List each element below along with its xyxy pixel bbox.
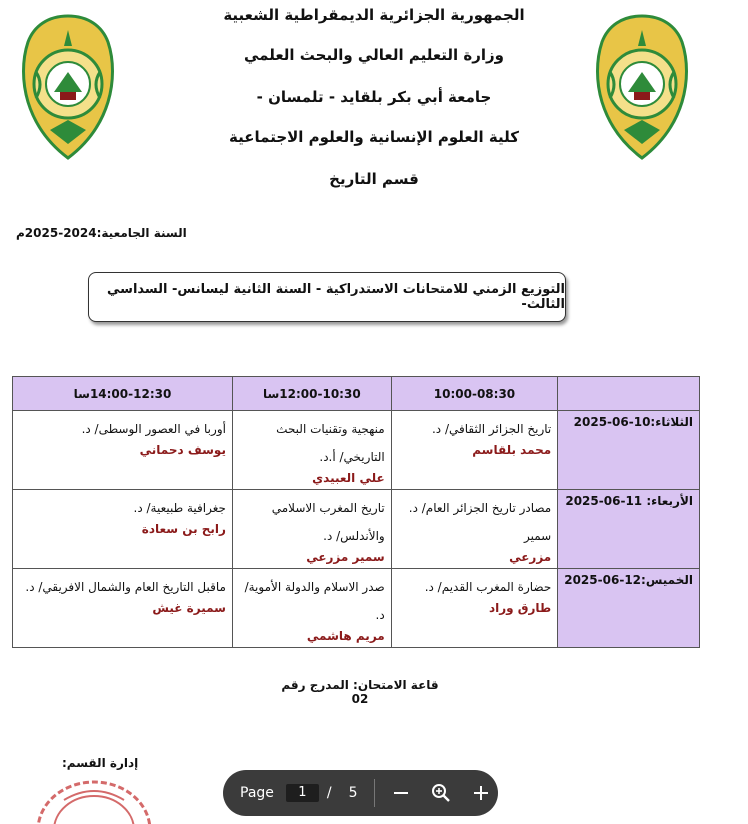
exam-subject: ماقبل التاريخ العام والشمال الافريقي/ د. xyxy=(25,580,226,594)
exam-subject: صدر الاسلام والدولة الأموية/ د. xyxy=(244,580,385,622)
exam-professor: رابح بن سعادة xyxy=(141,522,226,536)
pdf-page-toolbar xyxy=(223,770,498,816)
zoom-fit-button[interactable] xyxy=(427,779,455,807)
department-administration-label: إدارة القسم: xyxy=(62,756,139,770)
toolbar-divider xyxy=(374,779,375,807)
exam-cell xyxy=(13,569,233,648)
exam-professor: علي العبيدي xyxy=(312,471,385,485)
header-ministry: وزارة التعليم العالي والبحث العلمي xyxy=(243,46,505,64)
exam-cell xyxy=(391,569,558,648)
header-slot-3: 14:00-12:30سا xyxy=(13,377,233,411)
exam-cell xyxy=(13,490,233,569)
minus-icon xyxy=(392,784,410,802)
document-title-text: التوزيع الزمني للامتحانات الاستدراكية - السنة الثانية ليسانس- السداسي الثالث- xyxy=(107,282,565,312)
exam-hall: قاعة الامتحان: المدرج رقم 02 xyxy=(281,678,439,706)
header-faculty: كلية العلوم الإنسانية والعلوم الاجتماعية xyxy=(229,128,519,146)
exam-professor: مريم هاشمي xyxy=(306,629,385,643)
header-slot-1: 10:00-08:30 xyxy=(391,377,558,411)
table-row xyxy=(13,411,700,490)
exam-professor: مزرعي xyxy=(509,550,552,564)
exam-professor: يوسف دحماني xyxy=(139,443,226,457)
exam-subject: تاريخ المغرب الاسلامي والأندلس/ د. xyxy=(271,501,385,543)
university-logo-left xyxy=(14,12,122,162)
exam-professor: سميرة غيش xyxy=(152,601,226,615)
zoom-out-button[interactable] xyxy=(387,779,415,807)
academic-year: السنة الجامعية:2024-2025م xyxy=(16,226,187,240)
exam-subject: جغرافية طبيعية/ د. xyxy=(133,501,226,515)
table-row xyxy=(13,569,700,648)
header-republic: الجمهورية الجزائرية الديمقراطية الشعبية xyxy=(223,6,525,24)
header-university: جامعة أبي بكر بلقايد - تلمسان - xyxy=(256,88,492,106)
table-header-row xyxy=(13,377,700,411)
page-number-input[interactable]: 1 xyxy=(286,784,319,802)
page-separator: / xyxy=(326,785,332,801)
zoom-magnifier-icon xyxy=(431,783,451,803)
exam-cell xyxy=(232,490,391,569)
exam-cell xyxy=(13,411,233,490)
exam-schedule-table xyxy=(12,376,700,648)
exam-cell xyxy=(391,490,558,569)
table-row xyxy=(13,490,700,569)
day-cell: الثلاثاء:10-06-2025 xyxy=(558,411,700,490)
exam-professor: طارق وراد xyxy=(488,601,552,615)
header-department: قسم التاريخ xyxy=(329,170,419,188)
document-title xyxy=(88,272,566,322)
exam-cell xyxy=(232,569,391,648)
header-day-column xyxy=(558,377,700,411)
university-logo-right xyxy=(588,12,696,162)
header-slot-2: 12:00-10:30سا xyxy=(232,377,391,411)
zoom-in-button[interactable] xyxy=(467,779,495,807)
exam-professor: محمد بلقاسم xyxy=(472,443,552,457)
exam-subject: مصادر تاريخ الجزائر العام/ د. سمير xyxy=(408,501,552,543)
university-emblem-icon xyxy=(14,12,122,162)
exam-subject: منهجية وتقنيات البحث التاريخي/ أ.د. xyxy=(276,422,385,464)
page-total: 5 xyxy=(348,785,358,801)
exam-subject: حضارة المغرب القديم/ د. xyxy=(424,580,552,594)
exam-subject: تاريخ الجزائر الثقافي/ د. xyxy=(431,422,552,436)
exam-professor: سمير مزرعي xyxy=(306,550,385,564)
university-emblem-icon xyxy=(588,12,696,162)
plus-icon xyxy=(472,784,490,802)
exam-subject: أوربا في العصور الوسطى/ د. xyxy=(81,422,226,436)
day-cell: الأربعاء: 11-06-2025 xyxy=(558,490,700,569)
day-cell: الخميس:12-06-2025 xyxy=(558,569,700,648)
exam-cell xyxy=(391,411,558,490)
exam-cell xyxy=(232,411,391,490)
page-label: Page xyxy=(240,785,274,801)
